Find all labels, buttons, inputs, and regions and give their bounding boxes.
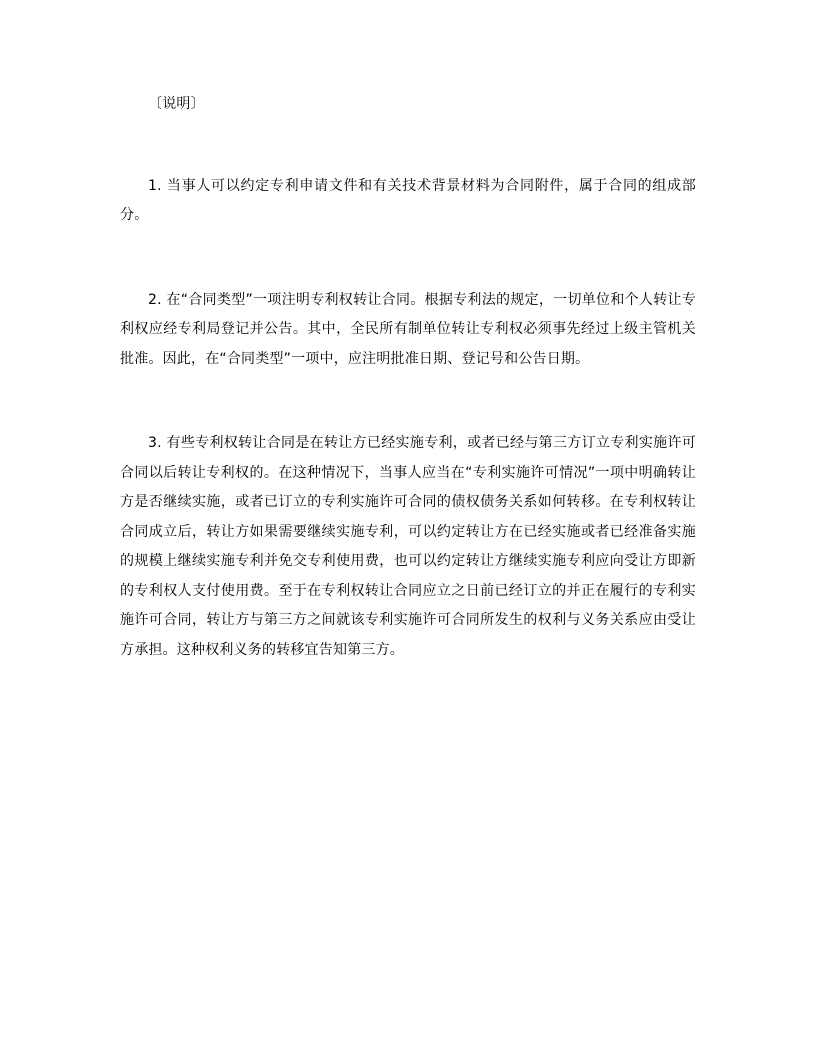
paragraph-2: 2. 在“合同类型”一项注明专利权转让合同。根据专利法的规定，一切单位和个人转让专利权应经专利局登记并公告。其中，全民所有制单位转让专利权必须事先经过上级主管机关批准。因此，在“合同类型”一项中，应注明批准日期、登记号和公告日期。	[120, 291, 696, 367]
paragraph-3: 3. 有些专利权转让合同是在转让方已经实施专利，或者已经与第三方订立专利实施许可合同以后转让专利权的。在这种情况下，当事人应当在“专利实施许可情况”一项中明确转让方是否继续实施，或者已订立的专利实施许可合同的债权债务关系如何转移。在专利权转让合同成立后，转让方如果需要继续实施专利，可以约定转让方在已经实施或者已经准备实施的规模上继续实施专利并免交专利使用费，也可以约定转让方继续实施专利应向受让方即新的专利权人支付使用费。至于在专利权转让合同应立之日前已经订立的并正在履行的专利实施许可合同，转让方与第三方之间就该专利实施许可合同所发生的权利与义务关系应由受让方承担。这种权利义务的转移宜告知第三方。	[120, 435, 696, 658]
spacer	[120, 231, 696, 286]
section-heading: 〔说明〕	[148, 96, 205, 112]
spacer	[120, 120, 696, 172]
document-body	[120, 90, 696, 665]
spacer	[120, 374, 696, 429]
paragraph-1: 1. 当事人可以约定专利申请文件和有关技术背景材料为合同附件，属于合同的组成部分。	[120, 177, 696, 223]
